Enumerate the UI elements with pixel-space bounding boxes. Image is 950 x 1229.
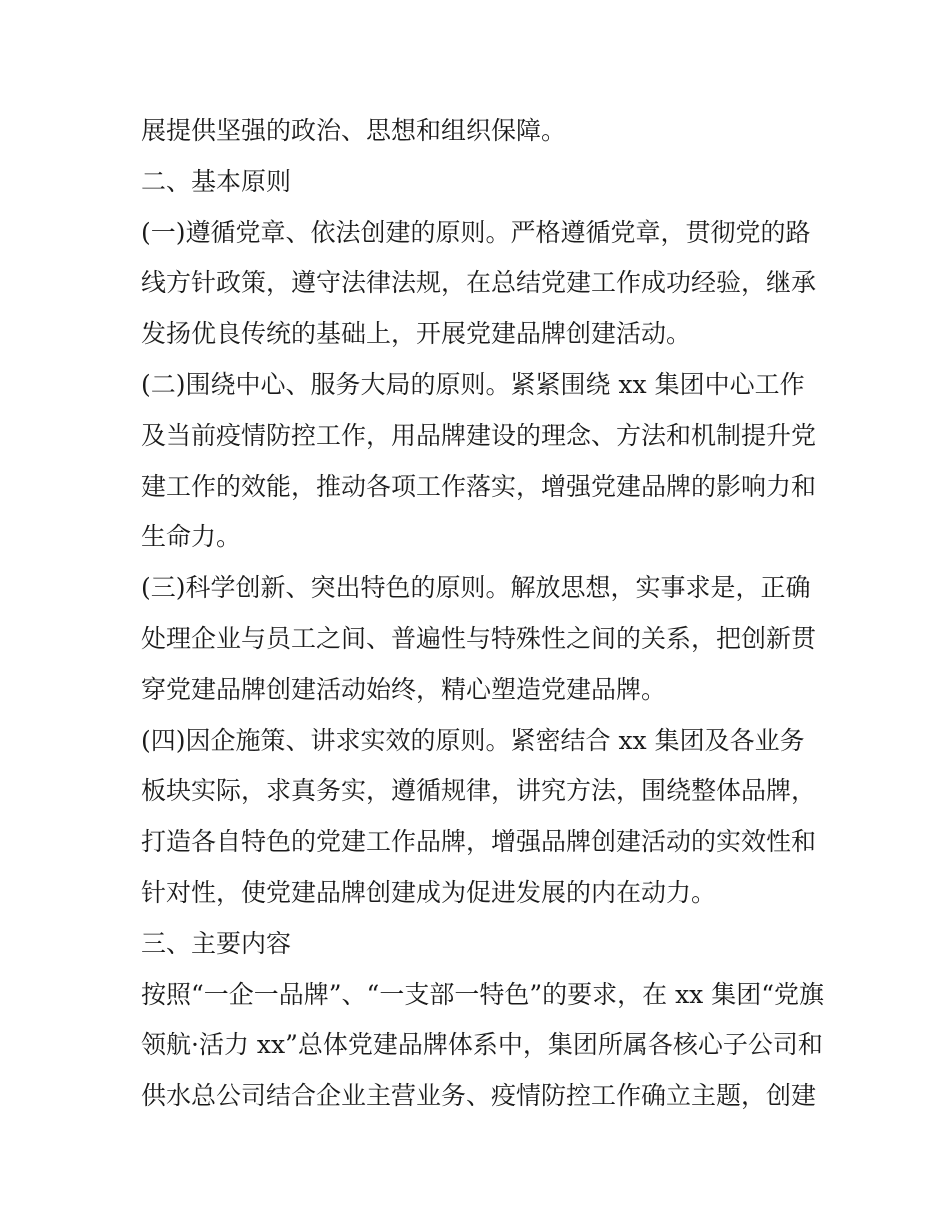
section-heading-main-content: 三、主要内容 xyxy=(141,928,292,958)
text-line: 及当前疫情防控工作，用品牌建设的理念、方法和机制提升党 xyxy=(141,420,817,450)
text-line: (三)科学创新、突出特色的原则。解放思想，实事求是，正确 xyxy=(141,573,811,603)
section-heading-principles: 二、基本原则 xyxy=(141,166,292,196)
text-line: 领航·活力 xx”总体党建品牌体系中，集团所属各核心子公司和 xyxy=(141,1030,823,1060)
text-line: 穿党建品牌创建活动始终，精心塑造党建品牌。 xyxy=(141,674,667,704)
text-line: 打造各自特色的党建工作品牌，增强品牌创建活动的实效性和 xyxy=(141,827,817,857)
text-line: 按照“一企一品牌”、“一支部一特色”的要求，在 xx 集团“党旗 xyxy=(141,979,824,1009)
text-line: 处理企业与员工之间、普遍性与特殊性之间的关系，把创新贯 xyxy=(141,623,817,653)
text-line: (一)遵循党章、依法创建的原则。严格遵循党章，贯彻党的路 xyxy=(141,217,811,247)
text-line: 生命力。 xyxy=(141,522,242,552)
text-line: 发扬优良传统的基础上，开展党建品牌创建活动。 xyxy=(141,319,692,349)
text-line: 展提供坚强的政治、思想和组织保障。 xyxy=(141,116,567,145)
document-body xyxy=(141,106,824,1122)
text-line: (二)围绕中心、服务大局的原则。紧紧围绕 xx 集团中心工作 xyxy=(141,369,805,399)
text-line: 板块实际，求真务实，遵循规律，讲究方法，围绕整体品牌， xyxy=(141,776,817,806)
text-line: 线方针政策，遵守法律法规，在总结党建工作成功经验，继承 xyxy=(141,268,817,298)
text-line: 供水总公司结合企业主营业务、疫情防控工作确立主题，创建 xyxy=(141,1081,817,1111)
text-line: (四)因企施策、讲求实效的原则。紧密结合 xx 集团及各业务 xyxy=(141,725,805,755)
text-line: 针对性，使党建品牌创建成为促进发展的内在动力。 xyxy=(141,877,717,907)
text-line: 建工作的效能，推动各项工作落实，增强党建品牌的影响力和 xyxy=(141,471,817,501)
